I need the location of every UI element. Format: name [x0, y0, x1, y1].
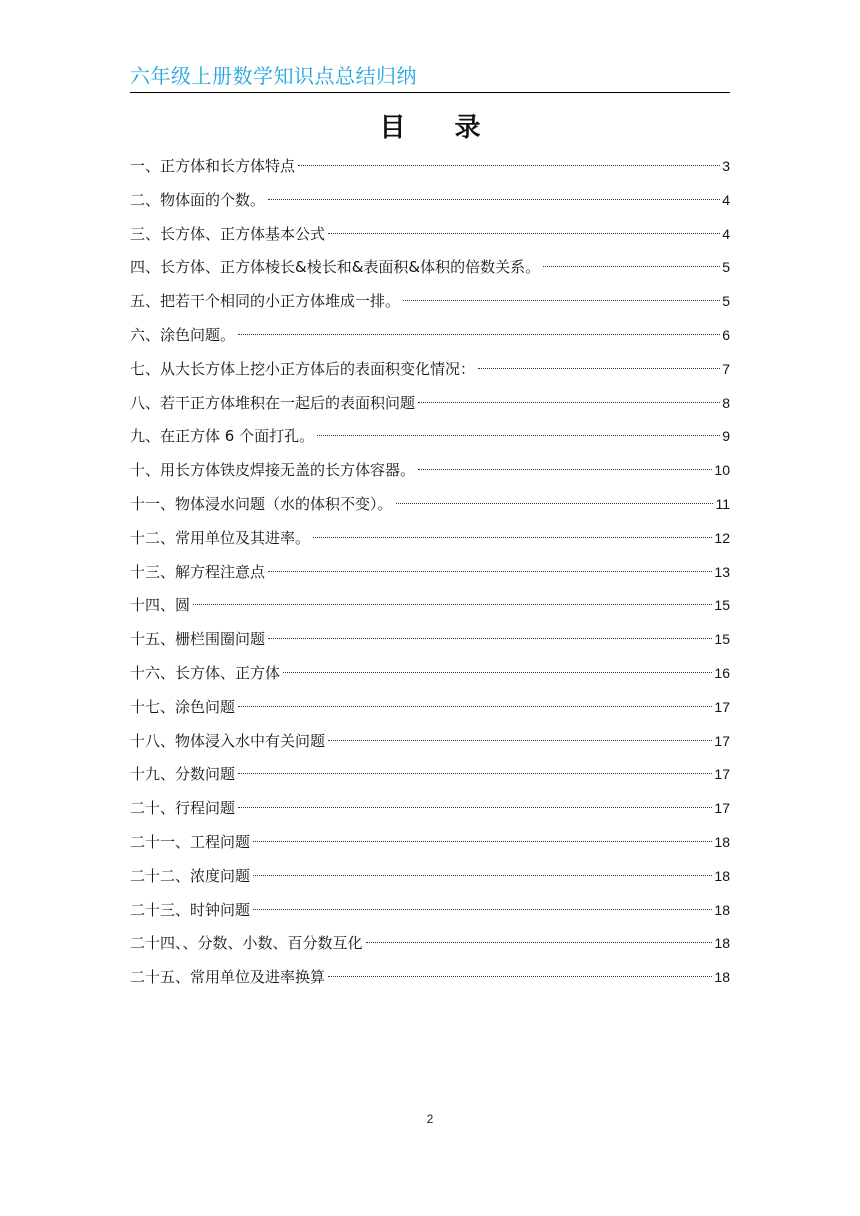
dot-leader: [543, 266, 720, 267]
toc-entry[interactable]: [130, 353, 730, 387]
toc-entry-page: 12: [714, 529, 730, 546]
toc-entry-title: 二、物体面的个数。: [130, 190, 266, 209]
toc-entry-title: 十、用长方体铁皮焊接无盖的长方体容器。: [130, 461, 416, 480]
toc-entry-title: 二十一、工程问题: [130, 832, 251, 851]
toc-entry[interactable]: [130, 285, 730, 319]
toc-entry-page: 11: [715, 495, 730, 512]
toc-entry-title: 三、长方体、正方体基本公式: [130, 224, 326, 243]
toc-entry[interactable]: [130, 826, 730, 860]
dot-leader: [366, 942, 713, 943]
toc-entry[interactable]: [130, 251, 730, 285]
toc-entry-title: 五、把若干个相同的小正方体堆成一排。: [130, 292, 401, 311]
toc-entry-page: 3: [722, 158, 730, 174]
toc-entry[interactable]: [130, 218, 730, 252]
toc-entry-title: 十六、长方体、正方体: [130, 663, 281, 682]
dot-leader: [253, 841, 712, 842]
toc-entry-title: 十八、物体浸入水中有关问题: [130, 731, 326, 750]
toc-entry[interactable]: [130, 522, 730, 556]
dot-leader: [328, 233, 720, 234]
toc-entry[interactable]: [130, 623, 730, 657]
toc-entry-title: 十九、分数问题: [130, 765, 236, 784]
dot-leader: [418, 469, 712, 470]
dot-leader: [317, 435, 720, 436]
toc-entry-title: 十五、栅栏围圈问题: [130, 630, 266, 649]
toc-entry-page: 4: [722, 225, 730, 242]
toc-entry-page: 17: [714, 732, 730, 749]
toc-entry-page: 6: [722, 326, 730, 343]
dot-leader: [313, 537, 712, 538]
toc-entry-page: 17: [714, 698, 730, 715]
toc-entry-title: 八、若干正方体堆积在一起后的表面积问题: [130, 393, 416, 412]
dot-leader: [478, 368, 720, 369]
dot-leader: [328, 976, 712, 977]
toc-entry-title: 二十五、常用单位及进率换算: [130, 968, 326, 987]
toc-entry-title: 十二、常用单位及其进率。: [130, 528, 311, 547]
toc-heading: 目 录: [379, 113, 501, 143]
toc-entry[interactable]: [130, 589, 730, 623]
dot-leader: [283, 672, 712, 673]
dot-leader: [268, 638, 712, 639]
toc-entry-title: 二十二、浓度问题: [130, 866, 251, 885]
dot-leader: [193, 604, 712, 605]
toc-entry-page: 8: [722, 394, 730, 411]
dot-leader: [268, 571, 712, 572]
dot-leader: [403, 300, 720, 301]
toc-entry-title: 十一、物体浸水问题（水的体积不变）。: [130, 494, 393, 513]
dot-leader: [238, 706, 712, 707]
toc-entry[interactable]: [130, 691, 730, 725]
toc-entry-page: 16: [714, 664, 730, 681]
toc-entry-title: 一、正方体和长方体特点: [130, 157, 296, 175]
dot-leader: [396, 503, 714, 504]
toc-entry-page: 18: [714, 833, 730, 850]
table-of-contents: [130, 150, 730, 995]
toc-entry[interactable]: [130, 420, 730, 454]
toc-entry[interactable]: [130, 319, 730, 353]
toc-entry-page: 5: [722, 293, 730, 310]
toc-entry-title: 六、涂色问题。: [130, 325, 236, 344]
toc-entry[interactable]: [130, 860, 730, 894]
toc-entry[interactable]: [130, 556, 730, 590]
toc-entry-page: 10: [714, 462, 730, 479]
page-number: 2: [426, 1112, 434, 1126]
toc-entry-title: 十四、圆: [130, 596, 191, 615]
toc-entry-title: 二十四、、分数、小数、百分数互化: [130, 934, 363, 953]
toc-entry[interactable]: [130, 150, 730, 184]
toc-entry-page: 5: [722, 259, 730, 276]
toc-entry-page: 18: [714, 867, 730, 884]
toc-entry-page: 15: [714, 631, 730, 648]
dot-leader: [328, 740, 712, 741]
dot-leader: [238, 773, 712, 774]
dot-leader: [238, 807, 712, 808]
dot-leader: [418, 402, 720, 403]
page-header: [130, 62, 730, 93]
dot-leader: [268, 199, 720, 200]
toc-entry[interactable]: [130, 657, 730, 691]
dot-leader: [238, 334, 720, 335]
document-title: 六年级上册数学知识点总结归纳: [130, 64, 417, 88]
toc-entry-title: 七、从大长方体上挖小正方体后的表面积变化情况：: [130, 359, 476, 378]
toc-entry[interactable]: [130, 894, 730, 928]
toc-entry-title: 二十、行程问题: [130, 799, 236, 818]
toc-entry[interactable]: [130, 454, 730, 488]
toc-entry[interactable]: [130, 792, 730, 826]
toc-entry-page: 17: [714, 800, 730, 817]
dot-leader: [253, 909, 712, 910]
toc-entry-page: 4: [722, 191, 730, 208]
toc-entry-title: 十七、涂色问题: [130, 697, 236, 716]
toc-entry-title: 四、长方体、正方体棱长&棱长和&表面积&体积的倍数关系。: [130, 258, 541, 277]
toc-entry-page: 18: [714, 901, 730, 918]
toc-entry-title: 十三、解方程注意点: [130, 562, 266, 581]
toc-entry-title: 二十三、时钟问题: [130, 900, 251, 919]
dot-leader: [298, 165, 720, 166]
toc-entry[interactable]: [130, 961, 730, 995]
toc-entry-title: 九、在正方体 6 个面打孔。: [130, 427, 315, 446]
toc-entry-page: 7: [722, 360, 730, 377]
toc-entry[interactable]: [130, 927, 730, 961]
dot-leader: [253, 875, 712, 876]
toc-entry[interactable]: [130, 725, 730, 759]
toc-entry-page: 17: [714, 766, 730, 783]
toc-entry-page: 18: [714, 969, 730, 986]
toc-entry-page: 9: [722, 428, 730, 445]
toc-entry-page: 18: [714, 935, 730, 952]
toc-entry[interactable]: [130, 758, 730, 792]
toc-entry[interactable]: [130, 488, 730, 522]
toc-entry-page: 13: [714, 563, 730, 580]
toc-entry[interactable]: [130, 184, 730, 218]
toc-entry-page: 15: [714, 597, 730, 614]
toc-entry[interactable]: [130, 387, 730, 421]
